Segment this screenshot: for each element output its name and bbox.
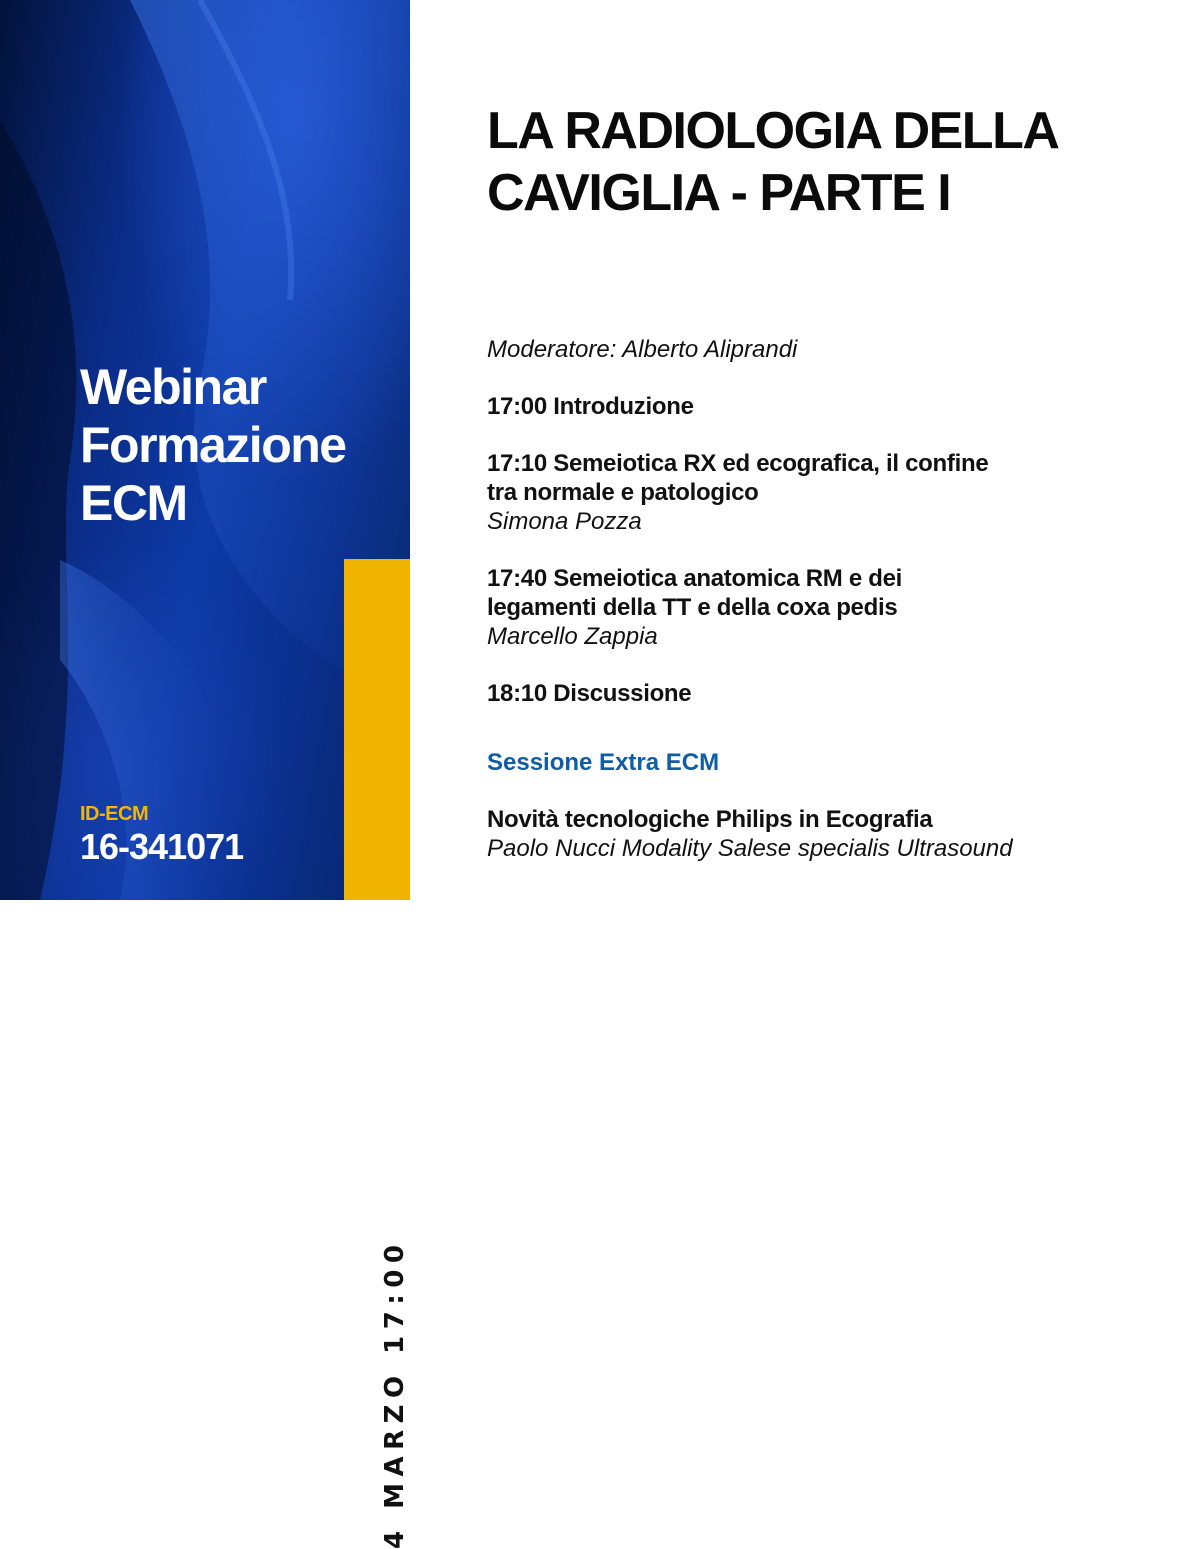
- page-title-line: LA RADIOLOGIA DELLA: [487, 102, 1059, 160]
- id-ecm-label: ID-ECM: [80, 803, 149, 825]
- event-date: 4 MARZO 17:00: [380, 1238, 410, 1549]
- webinar-title-line: Webinar: [80, 359, 266, 415]
- moderator: Moderatore: Alberto Aliprandi: [487, 336, 798, 363]
- id-ecm-code: 16-341071: [80, 826, 244, 867]
- program-item-title: legamenti della TT e della coxa pedis: [487, 594, 898, 621]
- program-item-speaker: Marcello Zappia: [487, 623, 658, 650]
- page-title: [487, 100, 1058, 224]
- extra-session-speaker: Paolo Nucci Modality Salese specialis Ultrasound: [487, 835, 1013, 862]
- webinar-title-line: Formazione: [80, 417, 346, 473]
- program-schedule: [487, 335, 1147, 863]
- extra-session-item: [487, 805, 1147, 863]
- program-item-speaker: Simona Pozza: [487, 508, 642, 535]
- program-item-title: 17:40 Semeiotica anatomica RM e dei: [487, 565, 903, 592]
- extra-session-title: Novità tecnologiche Philips in Ecografia: [487, 806, 933, 833]
- program-item-title: tra normale e patologico: [487, 479, 759, 506]
- program-item: [487, 392, 1147, 421]
- program-item-title: 17:10 Semeiotica RX ed ecografica, il confine: [487, 450, 989, 477]
- program-item-title: 18:10 Discussione: [487, 680, 692, 707]
- program-item-title: 17:00 Introduzione: [487, 393, 694, 420]
- program-item: [487, 449, 1147, 536]
- program-item: [487, 679, 1147, 708]
- program-item: [487, 564, 1147, 651]
- webinar-title-line: ECM: [80, 475, 187, 531]
- extra-session-heading: Sessione Extra ECM: [487, 749, 720, 776]
- webinar-title: [80, 358, 346, 532]
- date-strip: [344, 559, 410, 1549]
- page-title-line: CAVIGLIA - PARTE I: [487, 164, 951, 222]
